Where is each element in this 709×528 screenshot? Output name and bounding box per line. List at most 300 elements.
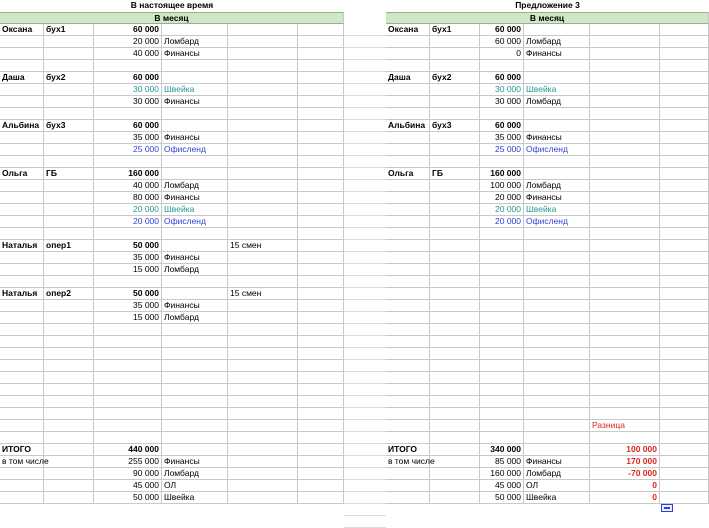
table-cell[interactable] — [386, 492, 430, 504]
table-cell[interactable] — [524, 252, 590, 264]
table-cell[interactable] — [660, 72, 709, 84]
table-cell[interactable]: Финансы — [162, 192, 228, 204]
table-cell[interactable] — [590, 60, 660, 72]
table-cell[interactable] — [94, 228, 162, 240]
table-cell[interactable] — [298, 72, 344, 84]
table-cell[interactable] — [228, 108, 298, 120]
table-cell[interactable] — [524, 240, 590, 252]
table-cell[interactable] — [228, 60, 298, 72]
table-cell[interactable] — [660, 240, 709, 252]
table-cell[interactable] — [524, 444, 590, 456]
table-cell[interactable]: Швейка — [162, 204, 228, 216]
table-cell[interactable] — [590, 276, 660, 288]
table-cell[interactable] — [162, 372, 228, 384]
table-cell[interactable] — [298, 252, 344, 264]
table-cell[interactable]: 60 000 — [480, 72, 524, 84]
table-cell[interactable]: 50 000 — [480, 492, 524, 504]
table-cell[interactable] — [590, 132, 660, 144]
table-cell[interactable]: бух2 — [430, 72, 480, 84]
table-cell[interactable]: Оксана — [386, 24, 430, 36]
table-cell[interactable]: 170 000 — [590, 456, 660, 468]
table-cell[interactable] — [480, 264, 524, 276]
table-cell[interactable]: Швейка — [524, 84, 590, 96]
table-cell[interactable] — [298, 396, 344, 408]
table-cell[interactable] — [660, 384, 709, 396]
table-cell[interactable] — [524, 288, 590, 300]
table-cell[interactable] — [386, 48, 430, 60]
table-cell[interactable] — [298, 420, 344, 432]
table-cell[interactable] — [660, 216, 709, 228]
table-cell[interactable]: 160 000 — [480, 468, 524, 480]
table-cell[interactable] — [480, 288, 524, 300]
table-cell[interactable] — [228, 468, 298, 480]
table-cell[interactable]: 15 смен — [228, 288, 298, 300]
table-cell[interactable]: 30 000 — [94, 84, 162, 96]
table-cell[interactable] — [94, 156, 162, 168]
table-cell[interactable]: 45 000 — [480, 480, 524, 492]
table-cell[interactable] — [0, 300, 44, 312]
table-cell[interactable] — [386, 312, 430, 324]
table-cell[interactable] — [298, 240, 344, 252]
table-cell[interactable] — [228, 276, 298, 288]
table-cell[interactable] — [590, 216, 660, 228]
table-cell[interactable] — [524, 168, 590, 180]
table-cell[interactable] — [524, 432, 590, 444]
table-cell[interactable] — [0, 360, 44, 372]
table-cell[interactable] — [386, 96, 430, 108]
table-cell[interactable] — [660, 396, 709, 408]
table-cell[interactable] — [0, 108, 44, 120]
table-cell[interactable] — [480, 156, 524, 168]
table-cell[interactable] — [386, 84, 430, 96]
table-cell[interactable] — [660, 96, 709, 108]
table-cell[interactable]: Разница — [590, 420, 660, 432]
table-cell[interactable] — [0, 156, 44, 168]
table-cell[interactable] — [660, 312, 709, 324]
table-cell[interactable]: ОЛ — [162, 480, 228, 492]
table-cell[interactable] — [590, 372, 660, 384]
table-cell[interactable] — [228, 348, 298, 360]
table-cell[interactable]: 40 000 — [94, 48, 162, 60]
table-cell[interactable] — [44, 396, 94, 408]
table-cell[interactable] — [590, 228, 660, 240]
table-cell[interactable]: опер2 — [44, 288, 94, 300]
table-cell[interactable] — [44, 348, 94, 360]
table-cell[interactable] — [430, 180, 480, 192]
table-cell[interactable] — [480, 348, 524, 360]
table-cell[interactable] — [386, 180, 430, 192]
table-cell[interactable] — [660, 372, 709, 384]
table-cell[interactable] — [590, 396, 660, 408]
table-cell[interactable]: Ломбард — [524, 180, 590, 192]
table-cell[interactable] — [228, 408, 298, 420]
table-cell[interactable]: Швейка — [524, 204, 590, 216]
table-cell[interactable] — [94, 324, 162, 336]
table-cell[interactable] — [660, 468, 709, 480]
table-cell[interactable] — [430, 336, 480, 348]
table-cell[interactable] — [524, 324, 590, 336]
table-cell[interactable] — [660, 348, 709, 360]
table-cell[interactable] — [660, 84, 709, 96]
table-cell[interactable] — [298, 24, 344, 36]
table-cell[interactable] — [298, 228, 344, 240]
table-cell[interactable] — [590, 120, 660, 132]
table-cell[interactable] — [44, 180, 94, 192]
table-cell[interactable] — [430, 360, 480, 372]
table-cell[interactable] — [430, 384, 480, 396]
table-cell[interactable] — [162, 324, 228, 336]
table-cell[interactable] — [386, 432, 430, 444]
table-cell[interactable]: Наталья — [0, 240, 44, 252]
table-cell[interactable] — [660, 288, 709, 300]
table-cell[interactable] — [298, 480, 344, 492]
table-cell[interactable]: Швейка — [162, 492, 228, 504]
table-cell[interactable] — [298, 300, 344, 312]
table-cell[interactable]: 60 000 — [480, 120, 524, 132]
table-cell[interactable] — [386, 468, 430, 480]
table-cell[interactable] — [228, 372, 298, 384]
table-cell[interactable] — [0, 252, 44, 264]
table-cell[interactable]: Ломбард — [524, 468, 590, 480]
table-cell[interactable] — [228, 120, 298, 132]
table-cell[interactable] — [590, 360, 660, 372]
table-cell[interactable] — [430, 156, 480, 168]
table-cell[interactable] — [298, 204, 344, 216]
table-cell[interactable] — [298, 408, 344, 420]
table-cell[interactable] — [660, 156, 709, 168]
table-cell[interactable] — [430, 444, 480, 456]
table-cell[interactable]: 15 000 — [94, 312, 162, 324]
table-cell[interactable] — [94, 108, 162, 120]
table-cell[interactable] — [386, 300, 430, 312]
table-cell[interactable] — [228, 324, 298, 336]
table-cell[interactable] — [228, 72, 298, 84]
table-cell[interactable] — [228, 396, 298, 408]
table-cell[interactable] — [0, 408, 44, 420]
table-cell[interactable] — [430, 36, 480, 48]
table-subtitle[interactable]: В месяц — [386, 12, 709, 24]
table-cell[interactable]: 0 — [590, 492, 660, 504]
table-cell[interactable]: Офисленд — [524, 216, 590, 228]
table-cell[interactable] — [386, 408, 430, 420]
table-cell[interactable]: 50 000 — [94, 288, 162, 300]
table-cell[interactable] — [298, 384, 344, 396]
table-cell[interactable] — [590, 108, 660, 120]
table-cell[interactable] — [430, 228, 480, 240]
table-cell[interactable] — [44, 36, 94, 48]
table-cell[interactable] — [44, 492, 94, 504]
table-cell[interactable] — [0, 396, 44, 408]
table-cell[interactable]: 85 000 — [480, 456, 524, 468]
table-cell[interactable] — [524, 348, 590, 360]
table-cell[interactable] — [298, 36, 344, 48]
table-cell[interactable] — [162, 228, 228, 240]
table-cell[interactable] — [162, 276, 228, 288]
table-cell[interactable] — [590, 336, 660, 348]
table-cell[interactable]: Финансы — [162, 48, 228, 60]
table-cell[interactable]: 15 000 — [94, 264, 162, 276]
table-cell[interactable] — [162, 156, 228, 168]
table-cell[interactable] — [44, 84, 94, 96]
table-cell[interactable] — [44, 264, 94, 276]
table-cell[interactable] — [0, 276, 44, 288]
table-cell[interactable] — [430, 216, 480, 228]
table-cell[interactable]: опер1 — [44, 240, 94, 252]
table-cell[interactable] — [430, 300, 480, 312]
table-cell[interactable] — [660, 252, 709, 264]
table-cell[interactable] — [162, 420, 228, 432]
table-cell[interactable]: Оксана — [0, 24, 44, 36]
table-cell[interactable] — [386, 396, 430, 408]
table-cell[interactable] — [480, 276, 524, 288]
table-cell[interactable] — [0, 468, 44, 480]
table-cell[interactable] — [430, 276, 480, 288]
table-cell[interactable] — [524, 360, 590, 372]
table-cell[interactable] — [590, 144, 660, 156]
table-cell[interactable]: 50 000 — [94, 492, 162, 504]
table-cell[interactable] — [0, 420, 44, 432]
table-cell[interactable] — [298, 456, 344, 468]
table-cell[interactable] — [480, 300, 524, 312]
table-cell[interactable] — [298, 360, 344, 372]
table-cell[interactable] — [386, 480, 430, 492]
table-cell[interactable] — [0, 180, 44, 192]
table-cell[interactable] — [430, 312, 480, 324]
table-cell[interactable] — [386, 360, 430, 372]
table-cell[interactable]: 100 000 — [480, 180, 524, 192]
table-cell[interactable] — [44, 468, 94, 480]
table-cell[interactable]: бух2 — [44, 72, 94, 84]
table-cell[interactable]: Финансы — [162, 300, 228, 312]
table-cell[interactable]: Наталья — [0, 288, 44, 300]
table-cell[interactable] — [162, 288, 228, 300]
table-cell[interactable]: ОЛ — [524, 480, 590, 492]
table-cell[interactable]: бух1 — [430, 24, 480, 36]
table-cell[interactable] — [0, 432, 44, 444]
table-cell[interactable] — [94, 372, 162, 384]
table-cell[interactable]: Альбина — [0, 120, 44, 132]
table-cell[interactable] — [228, 480, 298, 492]
table-cell[interactable] — [590, 288, 660, 300]
table-cell[interactable] — [660, 480, 709, 492]
table-cell[interactable] — [162, 348, 228, 360]
table-cell[interactable] — [430, 84, 480, 96]
table-cell[interactable]: 80 000 — [94, 192, 162, 204]
table-cell[interactable] — [386, 276, 430, 288]
table-cell[interactable] — [660, 444, 709, 456]
table-cell[interactable] — [660, 456, 709, 468]
table-cell[interactable] — [228, 384, 298, 396]
table-cell[interactable] — [0, 372, 44, 384]
table-cell[interactable]: 160 000 — [480, 168, 524, 180]
table-cell[interactable]: Офисленд — [162, 144, 228, 156]
table-cell[interactable] — [298, 372, 344, 384]
table-cell[interactable]: в том числе — [388, 456, 435, 466]
table-cell[interactable] — [162, 168, 228, 180]
table-cell[interactable] — [162, 60, 228, 72]
table-cell[interactable] — [430, 192, 480, 204]
table-cell[interactable] — [298, 84, 344, 96]
table-cell[interactable]: бух3 — [430, 120, 480, 132]
table-cell[interactable] — [162, 396, 228, 408]
table-cell[interactable] — [228, 432, 298, 444]
table-cell[interactable] — [298, 264, 344, 276]
table-cell[interactable]: 20 000 — [94, 204, 162, 216]
table-cell[interactable] — [228, 192, 298, 204]
table-cell[interactable] — [44, 372, 94, 384]
table-cell[interactable] — [298, 180, 344, 192]
table-cell[interactable] — [524, 24, 590, 36]
table-cell[interactable] — [660, 264, 709, 276]
table-cell[interactable] — [480, 360, 524, 372]
table-cell[interactable] — [430, 432, 480, 444]
table-cell[interactable]: ИТОГО — [386, 444, 430, 456]
table-cell[interactable] — [228, 216, 298, 228]
table-cell[interactable] — [0, 324, 44, 336]
table-cell[interactable] — [430, 468, 480, 480]
table-cell[interactable]: 440 000 — [94, 444, 162, 456]
table-cell[interactable]: Ольга — [386, 168, 430, 180]
table-cell[interactable]: ИТОГО — [0, 444, 44, 456]
table-cell[interactable] — [162, 444, 228, 456]
table-cell[interactable] — [0, 84, 44, 96]
table-cell[interactable] — [44, 312, 94, 324]
table-cell[interactable] — [660, 180, 709, 192]
table-cell[interactable]: 20 000 — [480, 192, 524, 204]
table-cell[interactable] — [298, 432, 344, 444]
table-cell[interactable]: Ольга — [0, 168, 44, 180]
table-cell[interactable] — [386, 420, 430, 432]
table-cell[interactable] — [298, 156, 344, 168]
table-cell[interactable] — [590, 84, 660, 96]
table-cell[interactable] — [524, 396, 590, 408]
table-cell[interactable] — [480, 60, 524, 72]
table-cell[interactable] — [590, 156, 660, 168]
table-cell[interactable] — [0, 192, 44, 204]
table-cell[interactable]: Офисленд — [162, 216, 228, 228]
table-cell[interactable] — [590, 384, 660, 396]
table-cell[interactable]: 0 — [590, 480, 660, 492]
table-cell[interactable]: 60 000 — [94, 120, 162, 132]
table-cell[interactable] — [590, 240, 660, 252]
table-cell[interactable]: 100 000 — [590, 444, 660, 456]
table-cell[interactable] — [660, 492, 709, 504]
table-cell[interactable]: Ломбард — [162, 264, 228, 276]
table-cell[interactable]: 90 000 — [94, 468, 162, 480]
table-cell[interactable] — [524, 372, 590, 384]
table-cell[interactable] — [162, 408, 228, 420]
table-cell[interactable]: Финансы — [524, 132, 590, 144]
table-cell[interactable] — [430, 480, 480, 492]
table-cell[interactable]: 35 000 — [94, 252, 162, 264]
table-cell[interactable]: Ломбард — [162, 180, 228, 192]
table-cell[interactable] — [660, 420, 709, 432]
table-cell[interactable]: 30 000 — [480, 84, 524, 96]
table-cell[interactable] — [430, 288, 480, 300]
table-cell[interactable] — [298, 312, 344, 324]
table-cell[interactable] — [590, 96, 660, 108]
table-cell[interactable] — [386, 252, 430, 264]
table-cell[interactable] — [228, 204, 298, 216]
table-cell[interactable]: 30 000 — [480, 96, 524, 108]
table-cell[interactable] — [590, 180, 660, 192]
table-cell[interactable]: Даша — [0, 72, 44, 84]
table-cell[interactable] — [228, 444, 298, 456]
table-cell[interactable] — [386, 216, 430, 228]
table-cell[interactable] — [44, 480, 94, 492]
table-cell[interactable] — [386, 156, 430, 168]
table-cell[interactable] — [44, 324, 94, 336]
table-cell[interactable] — [590, 408, 660, 420]
table-cell[interactable] — [228, 312, 298, 324]
table-cell[interactable] — [162, 360, 228, 372]
table-cell[interactable] — [524, 120, 590, 132]
table-cell[interactable] — [44, 444, 94, 456]
table-title[interactable]: В настоящее время — [130, 0, 214, 10]
table-cell[interactable] — [590, 72, 660, 84]
table-cell[interactable] — [590, 36, 660, 48]
table-cell[interactable] — [480, 324, 524, 336]
table-cell[interactable] — [228, 24, 298, 36]
table-cell[interactable] — [162, 432, 228, 444]
table-cell[interactable] — [0, 384, 44, 396]
table-cell[interactable] — [298, 108, 344, 120]
table-cell[interactable] — [590, 252, 660, 264]
table-cell[interactable]: Офисленд — [524, 144, 590, 156]
table-cell[interactable] — [386, 60, 430, 72]
table-cell[interactable]: 160 000 — [94, 168, 162, 180]
table-cell[interactable] — [298, 168, 344, 180]
table-cell[interactable] — [590, 48, 660, 60]
table-cell[interactable] — [660, 120, 709, 132]
table-cell[interactable] — [0, 228, 44, 240]
table-cell[interactable]: Ломбард — [162, 468, 228, 480]
table-cell[interactable] — [660, 324, 709, 336]
table-cell[interactable] — [228, 156, 298, 168]
table-cell[interactable] — [162, 120, 228, 132]
table-cell[interactable] — [298, 288, 344, 300]
table-cell[interactable] — [660, 144, 709, 156]
table-cell[interactable] — [44, 216, 94, 228]
table-cell[interactable]: Финансы — [162, 132, 228, 144]
table-cell[interactable] — [228, 336, 298, 348]
table-cell[interactable] — [660, 408, 709, 420]
table-cell[interactable]: в том числе — [2, 456, 49, 466]
table-cell[interactable] — [590, 204, 660, 216]
table-cell[interactable] — [228, 360, 298, 372]
table-cell[interactable]: 35 000 — [480, 132, 524, 144]
table-cell[interactable] — [430, 372, 480, 384]
table-cell[interactable]: бух1 — [44, 24, 94, 36]
table-cell[interactable] — [430, 492, 480, 504]
table-cell[interactable] — [162, 108, 228, 120]
table-cell[interactable]: 25 000 — [94, 144, 162, 156]
table-cell[interactable] — [298, 324, 344, 336]
table-cell[interactable] — [44, 456, 94, 468]
table-cell[interactable]: Даша — [386, 72, 430, 84]
table-cell[interactable] — [386, 288, 430, 300]
table-cell[interactable] — [660, 228, 709, 240]
table-cell[interactable] — [0, 348, 44, 360]
table-cell[interactable] — [480, 372, 524, 384]
table-cell[interactable] — [386, 108, 430, 120]
table-cell[interactable] — [94, 396, 162, 408]
table-cell[interactable] — [44, 432, 94, 444]
table-cell[interactable] — [298, 96, 344, 108]
table-cell[interactable] — [660, 24, 709, 36]
table-cell[interactable] — [590, 348, 660, 360]
table-cell[interactable]: 20 000 — [480, 204, 524, 216]
